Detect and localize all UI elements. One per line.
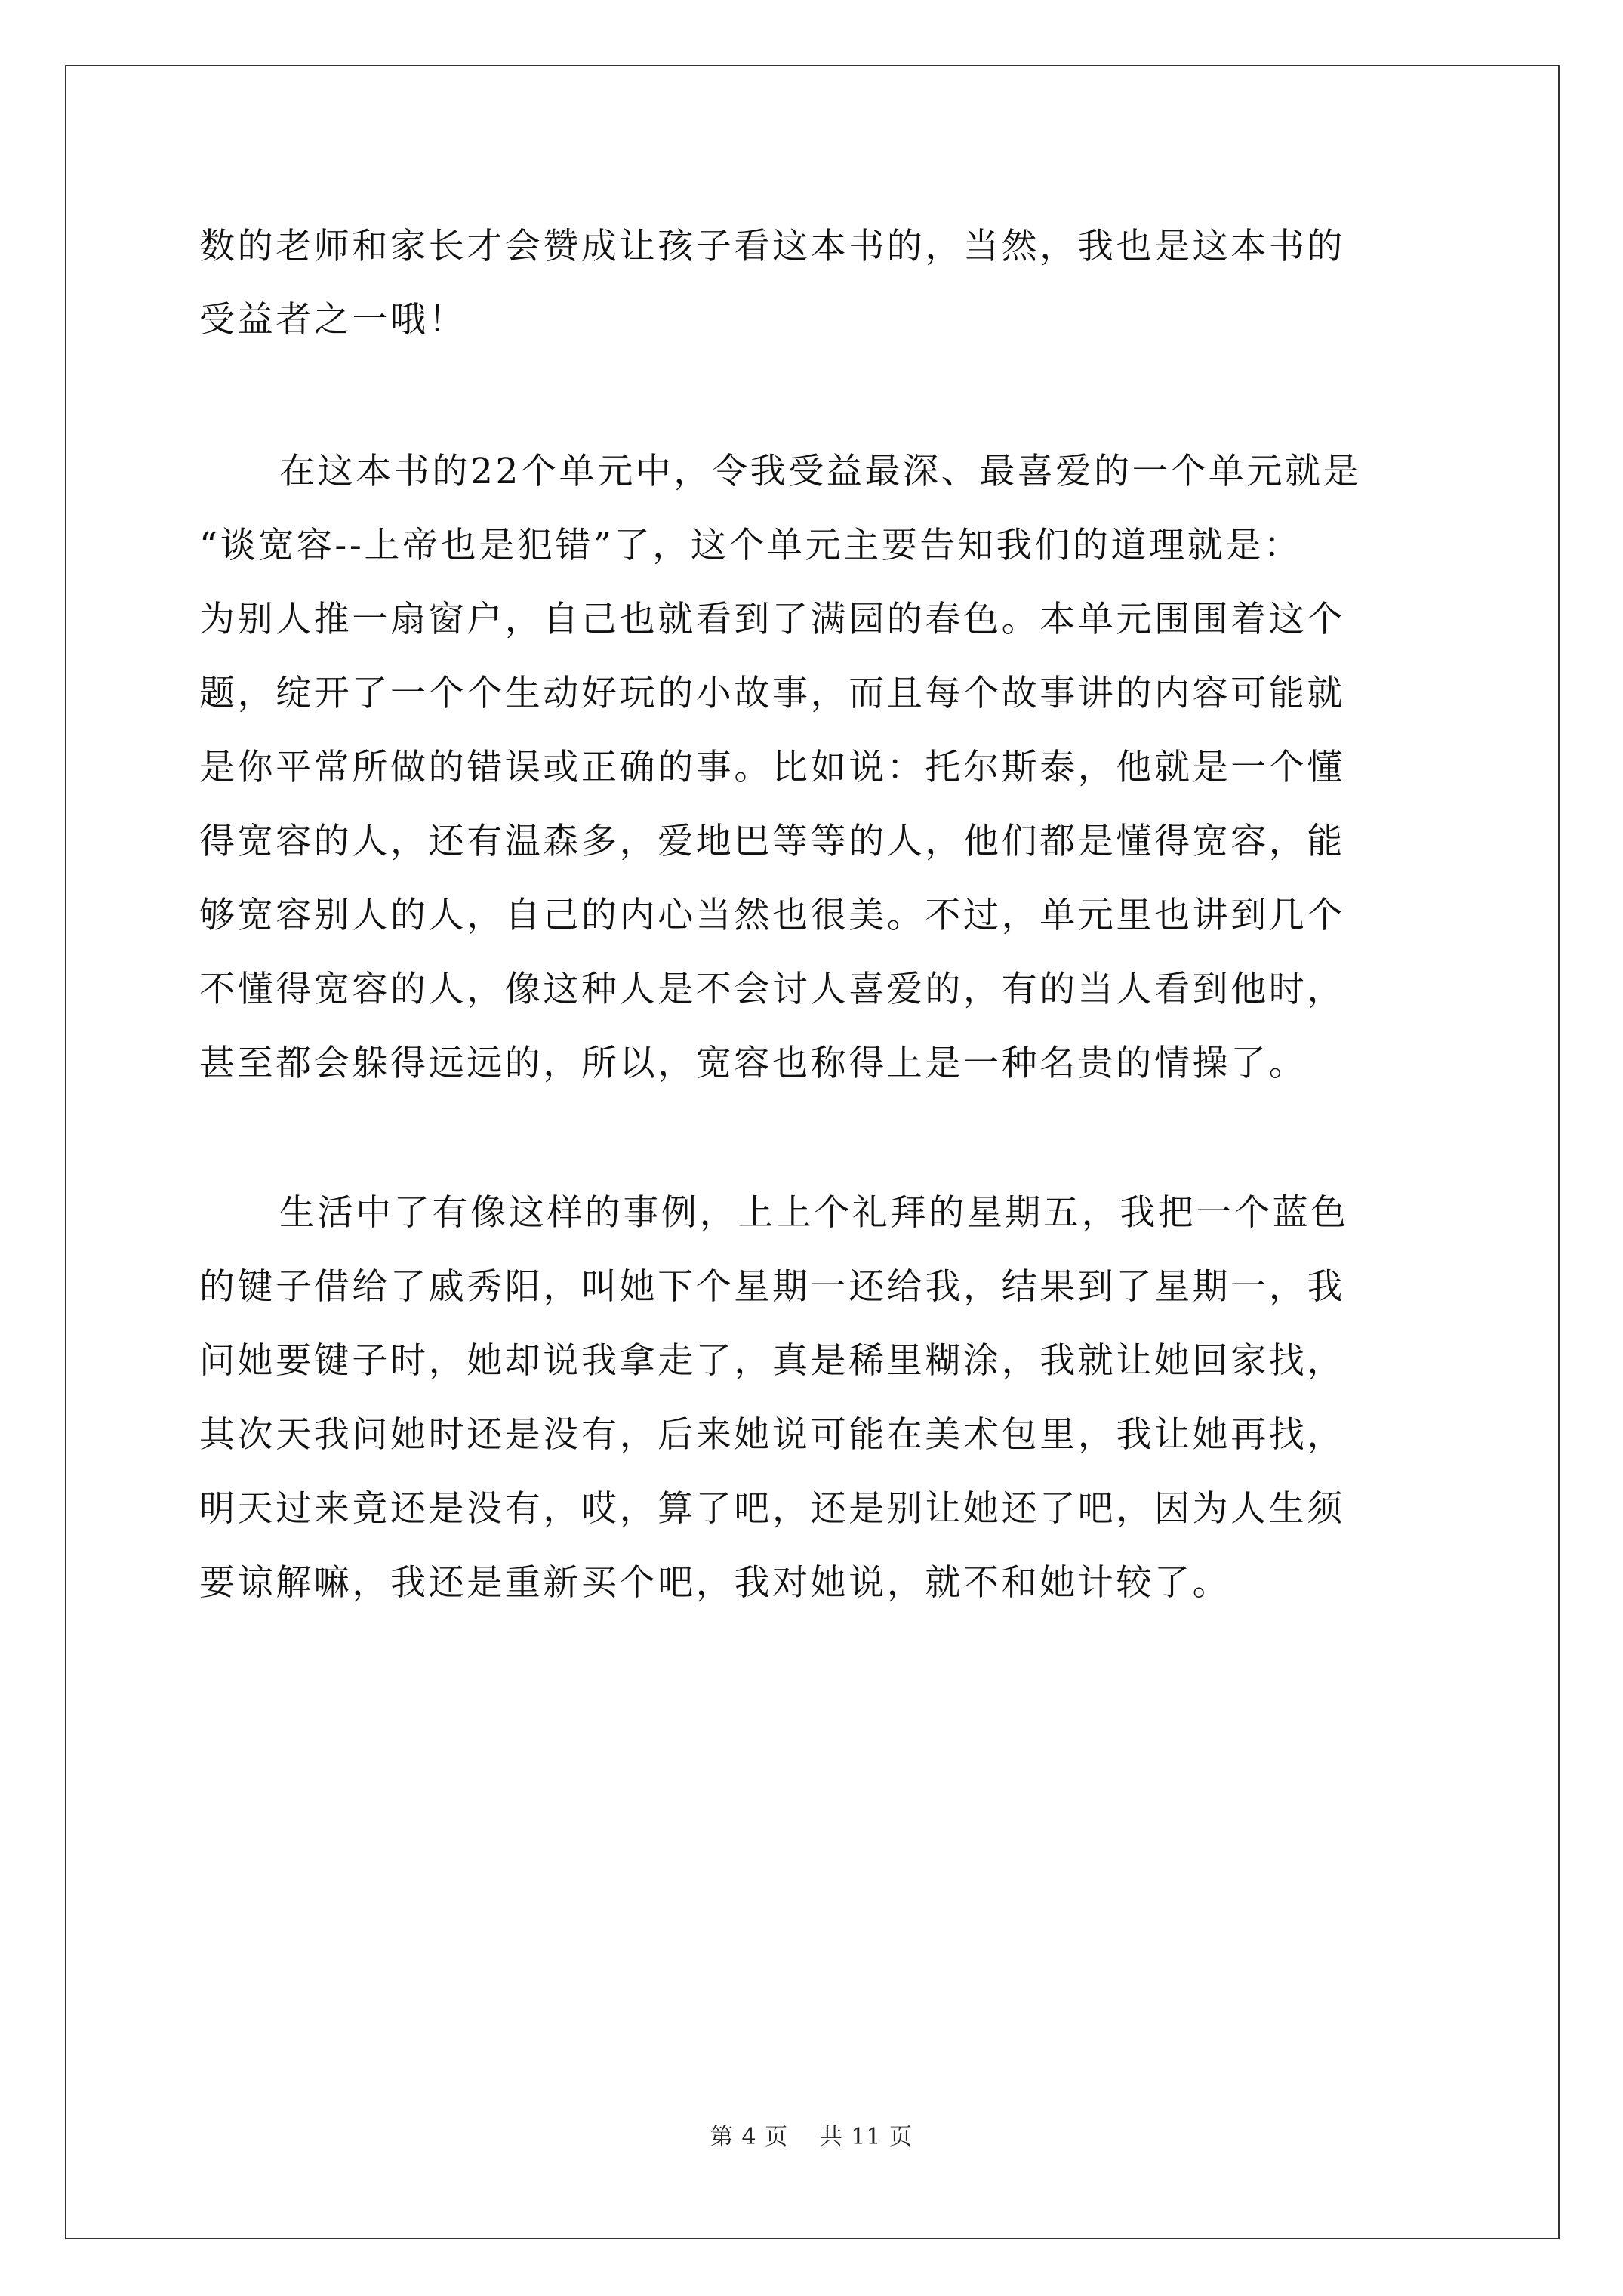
text-line: 不懂得宽容的人，像这种人是不会讨人喜爱的，有的当人看到他时， <box>199 969 1345 1010</box>
text-line: 够宽容别人的人，自己的内心当然也很美。不过，单元里也讲到几个 <box>199 895 1345 936</box>
text-line: 受益者之一哦！ <box>199 299 467 341</box>
text-line: 的键子借给了戚秀阳，叫她下个星期一还给我，结果到了星期一，我 <box>199 1266 1345 1308</box>
text-line: 要谅解嘛，我还是重新买个吧，我对她说，就不和她计较了。 <box>199 1562 1231 1604</box>
page-footer: 第 4 页 共 11 页 <box>710 2124 913 2150</box>
text-line: “谈宽容--上帝也是犯错”了，这个单元主要告知我们的道理就是： <box>199 525 1302 566</box>
text-line: 数的老师和家长才会赞成让孩子看这本书的，当然，我也是这本书的 <box>199 226 1345 267</box>
text-line: 得宽容的人，还有温森多，爱地巴等等的人，他们都是懂得宽容，能 <box>199 821 1345 862</box>
paragraph-start-line: 生活中了有像这样的事例，上上个礼拜的星期五，我把一个蓝色 <box>279 1192 1349 1234</box>
paragraph-start-line: 在这本书的22个单元中，令我受益最深、最喜爱的一个单元就是 <box>279 451 1362 492</box>
text-line: 为别人推一扇窗户，自己也就看到了满园的春色。本单元围围着这个 <box>199 599 1345 640</box>
text-line: 甚至都会躲得远远的，所以，宽容也称得上是一种名贵的情操了。 <box>199 1043 1307 1084</box>
text-line: 是你平常所做的错误或正确的事。比如说：托尔斯泰，他就是一个懂 <box>199 747 1345 788</box>
text-line: 问她要键子时，她却说我拿走了，真是稀里糊涂，我就让她回家找， <box>199 1340 1345 1382</box>
page-border <box>65 65 1560 2239</box>
text-line: 题，绽开了一个个生动好玩的小故事，而且每个故事讲的内容可能就 <box>199 673 1345 714</box>
text-line: 其次天我问她时还是没有，后来她说可能在美术包里，我让她再找， <box>199 1414 1345 1456</box>
text-line: 明天过来竟还是没有，哎，算了吧，还是别让她还了吧，因为人生须 <box>199 1488 1345 1530</box>
